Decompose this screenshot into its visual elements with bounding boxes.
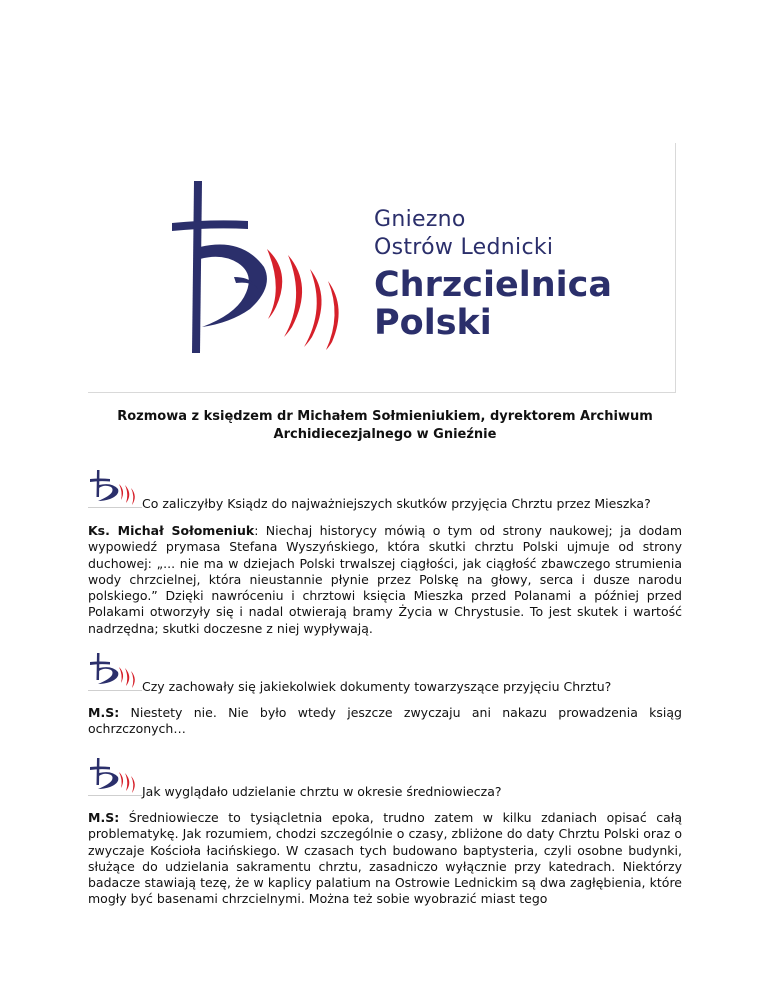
cross-font-logo-icon	[172, 177, 347, 353]
answer-paragraph	[88, 810, 682, 908]
answer-paragraph	[88, 523, 682, 637]
question-text: Jak wyglądało udzielanie chrztu w okresie średniowiecza?	[142, 784, 502, 799]
logo-line-chrzcielnica: Chrzcielnica	[374, 265, 612, 305]
answer-paragraph	[88, 705, 682, 738]
question-text: Czy zachowały się jakiekolwiek dokumenty towarzyszące przyjęciu Chrztu?	[142, 679, 612, 694]
page-title	[88, 408, 682, 444]
logo-wordmark	[374, 207, 612, 342]
cross-font-icon	[88, 467, 142, 508]
answer-text: Niestety nie. Nie było wtedy jeszcze zwyczaju ani nakazu prowadzenia ksiąg ochrzczonych…	[88, 705, 682, 737]
title-line-2: Archidiecezjalnego w Gnieźnie	[273, 427, 497, 442]
title-line-1: Rozmowa z księdzem dr Michałem Sołmieniukiem, dyrektorem Archiwum	[117, 409, 653, 424]
question-text: Co zaliczyłby Ksiądz do najważniejszych skutków przyjęcia Chrztu przez Mieszka?	[142, 496, 651, 511]
speaker-name: M.S:	[88, 705, 120, 720]
cross-font-icon	[88, 755, 142, 796]
answer-text: : Niechaj historycy mówią o tym od strony naukowej; ja dodam wypowiedź prymasa Stefana Wyszyńskiego, która skutki chrztu Polski ujmuje od strony duchowej: „... nie ma w dziejach Polski trwalszej ciągłości, jak ciągłość zbawczego strumienia wody chrzcielnej, która nieustannie płynie przez Polskę na głowy, serca i dusze narodu polskiego.” Dzięki nawróceniu i chrztowi księcia Mieszka przed Polanami a później przed Polakami otworzyły się i nadal otwierają bramy Życia w Chrystusie. To jest skutek i wartość nadrzędna; skutki doczesne z niej wypływają.	[88, 523, 682, 636]
logo-line-ostrow: Ostrów Lednicki	[374, 235, 554, 260]
cross-font-icon	[88, 650, 142, 691]
logo-banner	[88, 143, 676, 393]
speaker-name: Ks. Michał Sołomeniuk	[88, 523, 255, 538]
speaker-name: M.S:	[88, 810, 120, 825]
logo-line-polski: Polski	[374, 303, 492, 343]
answer-text: Średniowiecze to tysiącletnia epoka, trudno zatem w kilku zdaniach opisać całą problematykę. Jak rozumiem, chodzi szczególnie o czasy, zbliżone do daty Chrztu Polski oraz o zwyczaje Kościoła łacińskiego. W czasach tych budowano baptysteria, czyli osobne budynki, służące do udzielania sakramentu chrztu, zasadniczo wyłącznie przy katedrach. Niektórzy badacze stawiają tezę, że w kaplicy palatium na Ostrowie Lednickim są dwa zagłębienia, które mogły być basenami chrzcielnymi. Można też sobie wyobrazić miast tego	[88, 810, 682, 907]
logo-line-gniezno: Gniezno	[374, 207, 466, 232]
